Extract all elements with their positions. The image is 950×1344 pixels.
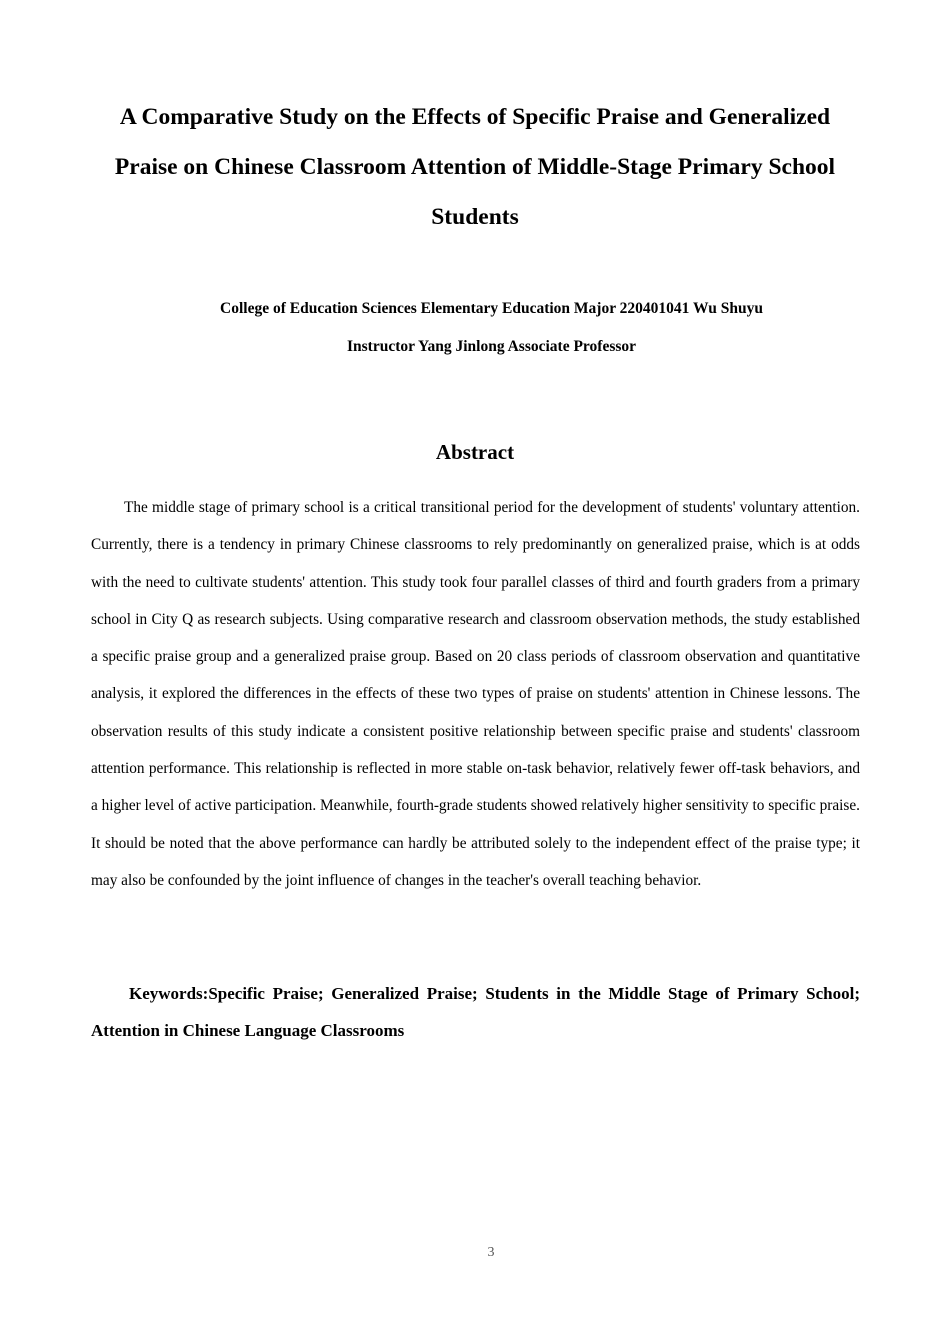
page-number: 3 [487,1245,495,1260]
abstract-heading: Abstract [435,440,515,464]
instructor-line: Instructor Yang Jinlong Associate Professor [346,338,637,355]
abstract-body: The middle stage of primary school is a critical transitional period for the development of students' voluntary attention. Currently, there is a tendency in primary Chinese classrooms to rely predominantly on generalized praise, which is at odds with the need to cultivate students' attention. This study took four parallel classes of third and fourth graders from a primary school in City Q as research subjects. Using comparative research and classroom observation methods, the study established a specific praise group and a generalized praise group. Based on 20 class periods of classroom observation and quantitative analysis, it explored the differences in the effects of these two types of praise on students' attention in Chinese lessons. The observation results of this study indicate a consistent positive relationship between specific praise and students' classroom attention performance. This relationship is reflected in more stable on-task behavior, relatively fewer off-task behaviors, and a higher level of active participation. Meanwhile, fourth-grade students showed relatively higher sensitivity to specific praise. It should be noted that the above performance can hardly be attributed solely to the independent effect of the praise type; it may also be confounded by the joint influence of changes in the teacher's overall teaching behavior. [91,499,860,889]
author-line: College of Education Sciences Elementary Education Major 220401041 Wu Shuyu [220,300,763,317]
keywords: Keywords:Specific Praise; Generalized Praise; Students in the Middle Stage of Primary School; Attention in Chinese Language Classrooms [91,984,860,1041]
paper-title: A Comparative Study on the Effects of Specific Praise and Generalized Praise on Chinese Classroom Attention of Middle-Stage Primary School Students [114,104,836,230]
